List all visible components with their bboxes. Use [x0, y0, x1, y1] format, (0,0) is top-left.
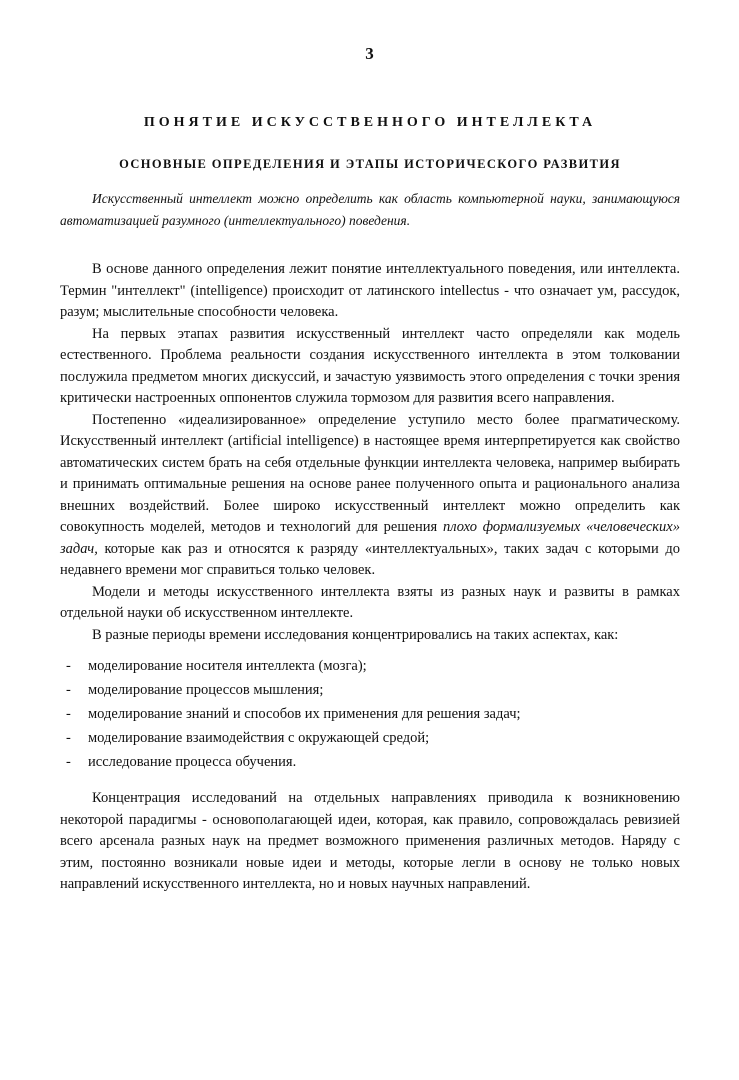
list-bullet-marker: - — [66, 682, 71, 698]
list-item-text: моделирование взаимодействия с окружающей средой; — [88, 730, 430, 746]
paragraph-models-methods: Модели и методы искусственного интеллекта взяты из разных наук и развиты в рамках отдельной науки об искусственном интеллекте. — [60, 583, 680, 621]
definition-paragraph: Искусственный интеллект можно определить как область компьютерной науки, занимающуюся автоматизацией разумного (интеллектуального) поведения. — [60, 191, 680, 228]
list-bullet-marker: - — [66, 658, 71, 674]
paragraph-research-aspects: В разные периоды времени исследования концентрировались на таких аспектах, как: — [92, 626, 619, 643]
list-item-text: моделирование знаний и способов их применения для решения задач; — [88, 706, 521, 722]
paragraph-pragmatic-part1: Постепенно «идеализированное» определение уступило место более прагматическому. Искусственный интеллект (artificial intelligence) в настоящее время интерпретируется как свойство автоматических систем брать на себя отдельные функции интеллекта человека, например выбирать и принимать оптимальные решения на основе ранее полученного опыта и рационального анализа внешних воздействий. Более широко искусственный интеллект можно определить как совокупность моделей, методов и технологий для решения — [60, 411, 680, 535]
list-bullet-marker: - — [66, 706, 71, 722]
paragraph-early-stages: На первых этапах развития искусственный интеллект часто определяли как модель естественного. Проблема реальности создания искусственного интеллекта в этом толковании послужила предметом многих дискуссий, и зачастую уязвимость этого определения с точки зрения критически настроенных оппонентов служила тормозом для развития всего направления. — [60, 325, 680, 406]
chapter-title: ПОНЯТИЕ ИСКУССТВЕННОГО ИНТЕЛЛЕКТА — [143, 115, 597, 130]
list-item — [60, 726, 680, 750]
paragraph-pragmatic-part2: которые как раз и относятся к разряду «интеллектуальных», таких задач с которыми до недавнего времени мог справиться только человек. — [60, 540, 680, 578]
research-aspects-list — [60, 654, 680, 774]
list-item — [60, 654, 680, 678]
list-item-text: моделирование носителя интеллекта (мозга); — [88, 658, 367, 674]
list-bullet-marker: - — [66, 730, 71, 746]
list-item-text: исследование процесса обучения. — [88, 754, 297, 770]
list-bullet-marker: - — [66, 754, 71, 770]
list-item — [60, 702, 680, 726]
paragraph-intellect-term: В основе данного определения лежит понятие интеллектуального поведения, или интеллекта. Термин "интеллект" (intelligence) происходит от латинского intellectus - что означает ум, рассудок, разум; мыслительные способности человека. — [60, 261, 680, 320]
paragraph-pragmatic-emphasis: плохо формализуемых «человеческих» задач, — [60, 519, 680, 557]
section-title: ОСНОВНЫЕ ОПРЕДЕЛЕНИЯ И ЭТАПЫ ИСТОРИЧЕСКОГО РАЗВИТИЯ — [119, 157, 621, 171]
list-item-text: моделирование процессов мышления; — [88, 682, 324, 698]
page-number: 3 — [365, 44, 374, 63]
body-text — [60, 259, 680, 896]
paragraph-pragmatic-definition — [60, 410, 680, 582]
paragraph-paradigm: Концентрация исследований на отдельных направлениях приводила к возникновению некоторой парадигмы - основополагающей идеи, которая, как правило, сопровождалась ревизией всего арсенала разных наук на предмет возможного применения различных методов. Наряду с этим, постоянно возникали новые идеи и методы, которые легли в основу не только новых направлений искусственного интеллекта, но и новых научных направлений. — [60, 790, 680, 892]
list-item — [60, 678, 680, 702]
list-item — [60, 750, 680, 774]
